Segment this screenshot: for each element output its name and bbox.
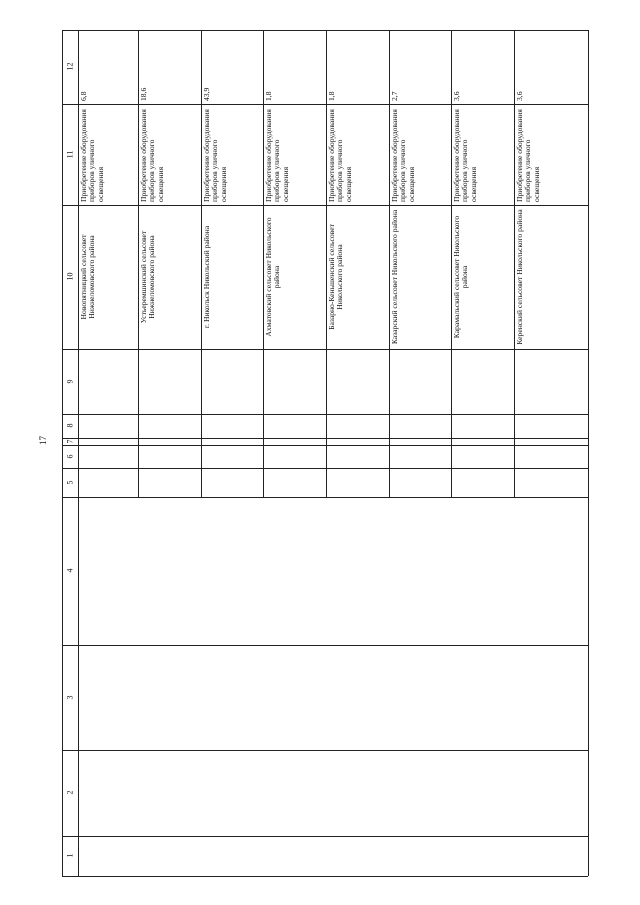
amount-cell: 3,6 <box>452 91 461 101</box>
purpose-cell: Приобретение оборудования приборов уличного освещения <box>515 109 541 202</box>
territory-cell: Базарно-Кеньшенский сельсовет Никольского района <box>327 224 345 330</box>
territory-cell: Ахматовский сельсовет Никольского района <box>264 217 282 337</box>
column-header: 11 <box>65 150 75 158</box>
page-number: 17 <box>38 436 48 445</box>
territory-cell: Карамальский сельсовет Никольского района <box>452 215 470 339</box>
amount-cell: 2,7 <box>390 91 399 101</box>
purpose-cell: Приобретение оборудования приборов уличного освещения <box>264 109 290 202</box>
territory-cell: Керенский сельсовет Никольского района <box>515 209 524 345</box>
amount-cell: 43,9 <box>202 87 211 101</box>
column-header: 6 <box>65 454 75 458</box>
territory-cell: Устьеремшинский сельсовет Нижнеломовского района <box>139 230 157 324</box>
column-header: 7 <box>65 439 75 443</box>
column-divider <box>62 836 588 837</box>
amount-cell: 6,8 <box>79 91 88 101</box>
purpose-cell: Приобретение оборудования приборов уличного освещения <box>390 109 416 202</box>
column-header: 2 <box>65 790 75 795</box>
column-header: 8 <box>65 423 75 428</box>
column-divider <box>62 414 588 415</box>
column-header: 5 <box>65 480 75 484</box>
territory-cell: Казарский сельсовет Никольского района <box>390 209 399 345</box>
territory-cell: г. Никольск Никольский района <box>202 225 211 329</box>
column-divider <box>62 438 588 439</box>
table-border-bottom <box>62 876 588 877</box>
amount-cell: 3,6 <box>515 91 524 101</box>
column-divider <box>62 445 588 446</box>
column-divider <box>62 497 588 498</box>
territory-cell: Новопятницкий сельсовет Нижнеломовского района <box>79 234 97 320</box>
column-header: 10 <box>65 272 75 281</box>
column-divider <box>62 750 588 751</box>
column-header: 12 <box>65 62 75 71</box>
purpose-cell: Приобретение оборудования приборов уличного освещения <box>139 109 165 202</box>
purpose-cell: Приобретение оборудования приборов уличного освещения <box>202 109 228 202</box>
amount-cell: 18,6 <box>139 87 148 101</box>
column-divider <box>62 349 588 350</box>
column-header: 3 <box>65 695 75 699</box>
purpose-cell: Приобретение оборудования приборов уличного освещения <box>79 109 105 202</box>
purpose-cell: Приобретение оборудования приборов уличного освещения <box>327 109 353 202</box>
column-header: 4 <box>65 568 75 573</box>
amount-cell: 1,8 <box>264 91 273 101</box>
column-divider <box>62 468 588 469</box>
purpose-cell: Приобретение оборудования приборов уличного освещения <box>452 109 478 202</box>
column-header: 1 <box>65 853 75 858</box>
amount-cell: 1,8 <box>327 91 336 101</box>
column-header: 9 <box>65 379 75 383</box>
column-divider <box>62 645 588 646</box>
